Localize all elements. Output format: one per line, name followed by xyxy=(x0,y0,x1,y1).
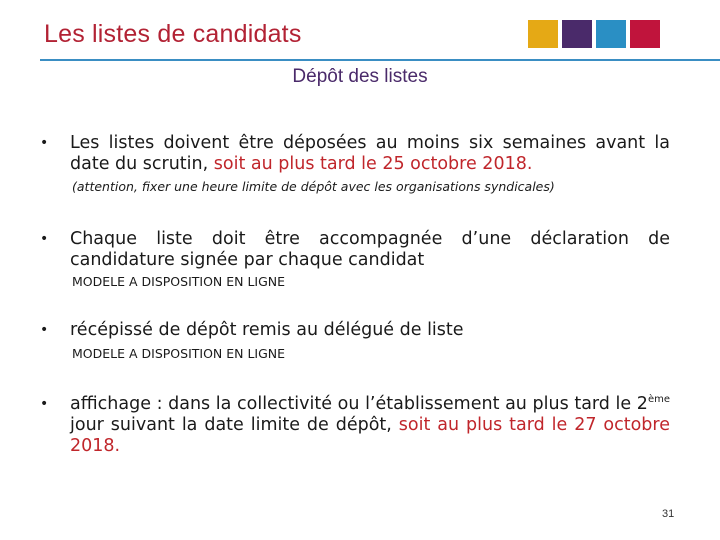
color-swatch-2 xyxy=(562,20,592,48)
page-number: 31 xyxy=(662,508,675,520)
bullet-text: Chaque liste doit être accompagnée d’une déclaration de candidature signée par chaque candidat xyxy=(70,229,670,270)
bullet-dot: • xyxy=(40,396,49,412)
title-rule xyxy=(40,59,720,61)
bullet-text-main: Les listes doivent être déposées au moins six semaines avant la date du scrutin, xyxy=(70,133,670,174)
bullet-note-1: (attention, fixer une heure limite de dépôt avec les organisations syndicales) xyxy=(72,179,555,194)
bullet-note-3: MODELE A DISPOSITION EN LIGNE xyxy=(72,346,286,361)
color-swatch-1 xyxy=(528,20,558,48)
bullet-dot: • xyxy=(40,231,49,247)
bullet-dot: • xyxy=(40,322,49,338)
slide-subtitle: Dépôt des listes xyxy=(292,66,428,87)
bullet-dot: • xyxy=(40,135,49,151)
bullet-note-2: MODELE A DISPOSITION EN LIGNE xyxy=(72,274,286,289)
swatch-bar xyxy=(528,20,660,48)
color-swatch-3 xyxy=(596,20,626,48)
bullet-text xyxy=(70,133,670,175)
bullet-highlight: soit au plus tard le 25 octobre 2018. xyxy=(213,154,533,174)
bullet-text-part2: jour suivant la date limite de dépôt, xyxy=(70,415,399,435)
bullet-item-2 xyxy=(40,229,670,271)
color-swatch-4 xyxy=(630,20,660,48)
bullet-item-3 xyxy=(40,320,670,341)
slide-title: Les listes de candidats xyxy=(44,20,302,48)
ordinal-superscript: ème xyxy=(647,394,670,406)
bullet-item-1 xyxy=(40,133,670,175)
bullet-text-part1: affichage : dans la collectivité ou l’établissement au plus tard le 2 xyxy=(70,394,648,414)
bullet-item-4 xyxy=(40,394,670,457)
bullet-text: récépissé de dépôt remis au délégué de liste xyxy=(70,320,464,340)
bullet-text xyxy=(70,394,670,457)
bullet-highlight: soit au plus tard le 27 octobre 2018. xyxy=(70,415,670,456)
